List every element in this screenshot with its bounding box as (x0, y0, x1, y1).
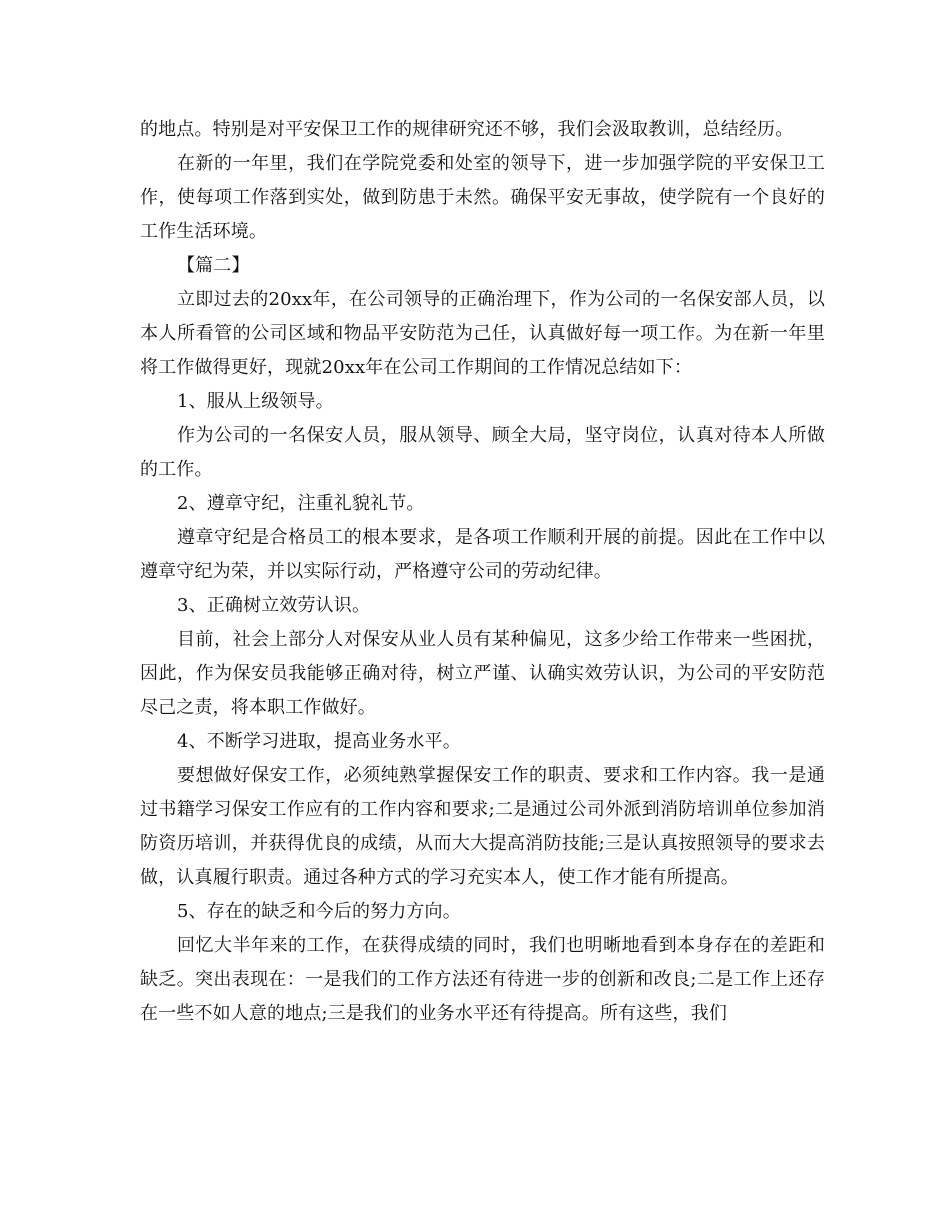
paragraph: 要想做好保安工作，必须纯熟掌握保安工作的职责、要求和工作内容。我一是通过书籍学习保安工作应有的工作内容和要求;二是通过公司外派到消防培训单位参加消防资历培训，并获得优良的成绩，从而大大提高消防技能;三是认真按照领导的要求去做，认真履行职责。通过各种方式的学习充实本人，使工作才能有所提高。 (140, 765, 825, 888)
document-body (140, 113, 825, 1031)
list-item-heading: 5、存在的缺乏和今后的努力方向。 (177, 901, 461, 922)
paragraph: 回忆大半年来的工作，在获得成绩的同时，我们也明晰地看到本身存在的差距和缺乏。突出表现在：一是我们的工作方法还有待进一步的创新和改良;二是工作上还存在一些不如人意的地点;三是我们的业务水平还有待提高。所有这些，我们 (140, 935, 825, 1024)
paragraph: 遵章守纪是合格员工的根本要求，是各项工作顺利开展的前提。因此在工作中以遵章守纪为荣，并以实际行动，严格遵守公司的劳动纪律。 (140, 527, 825, 582)
paragraph: 在新的一年里，我们在学院党委和处室的领导下，进一步加强学院的平安保卫工作，使每项工作落到实处，做到防患于未然。确保平安无事故，使学院有一个良好的工作生活环境。 (140, 153, 825, 242)
paragraph: 目前，社会上部分人对保安从业人员有某种偏见，这多少给工作带来一些困扰，因此，作为保安员我能够正确对待，树立严谨、认确实效劳认识，为公司的平安防范尽己之责，将本职工作做好。 (140, 629, 825, 718)
list-item-heading: 1、服从上级领导。 (177, 391, 334, 412)
section-heading: 【篇二】 (177, 255, 250, 276)
paragraph: 作为公司的一名保安人员，服从领导、顾全大局，坚守岗位，认真对待本人所做的工作。 (140, 425, 825, 480)
paragraph: 立即过去的20xx年，在公司领导的正确治理下，作为公司的一名保安部人员，以本人所看管的公司区域和物品平安防范为己任，认真做好每一项工作。为在新一年里将工作做得更好，现就20xx年在公司工作期间的工作情况总结如下： (140, 289, 825, 378)
list-item-heading: 2、遵章守纪，注重礼貌礼节。 (177, 493, 425, 514)
paragraph: 的地点。特别是对平安保卫工作的规律研究还不够，我们会汲取教训，总结经历。 (140, 119, 794, 140)
list-item-heading: 3、正确树立效劳认识。 (177, 595, 371, 616)
list-item-heading: 4、不断学习进取，提高业务水平。 (177, 731, 461, 752)
